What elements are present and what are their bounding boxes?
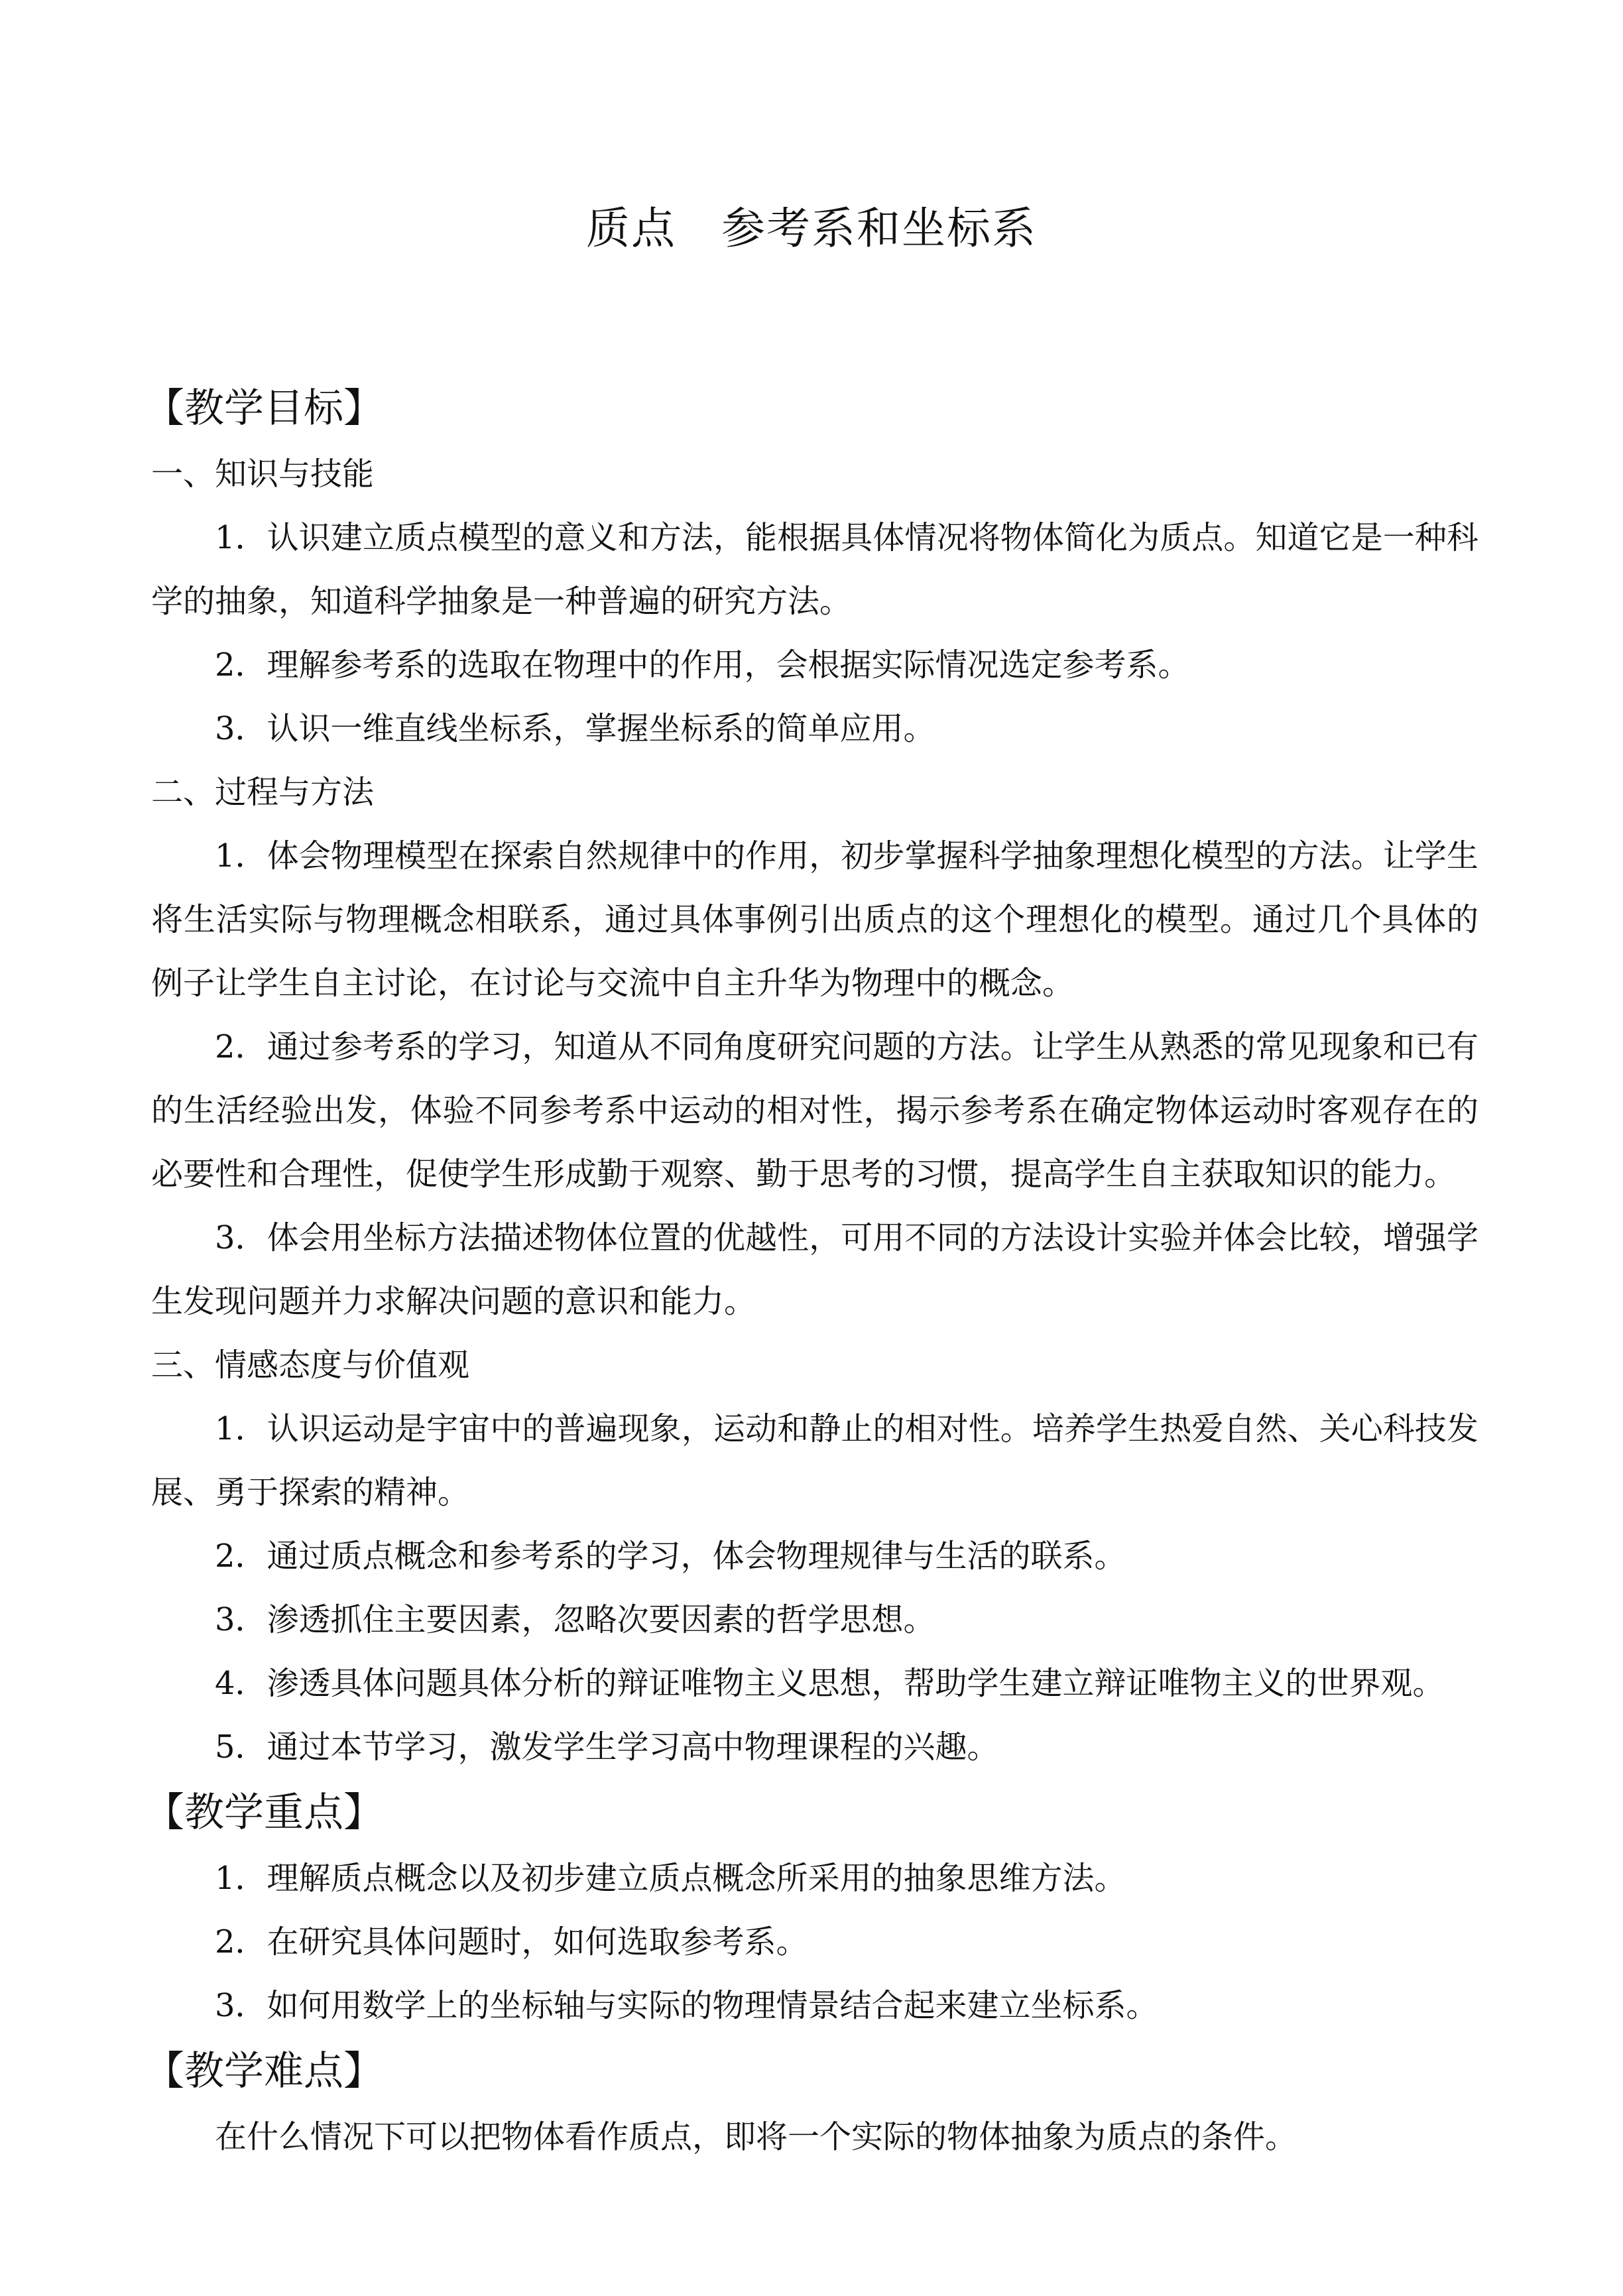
difficulty-text: 在什么情况下可以把物体看作质点，即将一个实际的物体抽象为质点的条件。 <box>215 2118 1297 2155</box>
difficulty-heading: 【教学难点】 <box>145 2048 383 2094</box>
goal-section-title: 三、情感态度与价值观 <box>151 1347 470 1384</box>
goal-item: 1．体会物理模型在探索自然规律中的作用，初步掌握科学抽象理想化模型的方法。让学生将生活实际与物理概念相联系，通过具体事例引出质点的这个理想化的模型。通过几个具体的例子让学生自主讨论，在讨论与交流中自主升华为物理中的概念。 <box>151 837 1478 1002</box>
goal-item: 3．渗透抓住主要因素，忽略次要因素的哲学思想。 <box>215 1601 935 1638</box>
key-point-item: 1．理解质点概念以及初步建立质点概念所采用的抽象思维方法。 <box>215 1860 1126 1897</box>
goal-section-title: 一、知识与技能 <box>151 455 375 493</box>
document-title: 质点 参考系和坐标系 <box>586 203 1037 254</box>
goal-item: 1．认识建立质点模型的意义和方法，能根据具体情况将物体简化为质点。知道它是一种科学的抽象，知道科学抽象是一种普遍的研究方法。 <box>151 519 1478 620</box>
goal-item: 5．通过本节学习，激发学生学习高中物理课程的兴趣。 <box>215 1728 999 1766</box>
document-body <box>145 375 1478 2169</box>
key-point-item: 2．在研究具体问题时，如何选取参考系。 <box>215 1923 808 1961</box>
goal-item: 2．理解参考系的选取在物理中的作用，会根据实际情况选定参考系。 <box>215 646 1190 684</box>
goal-item: 2．通过质点概念和参考系的学习，体会物理规律与生活的联系。 <box>215 1538 1126 1575</box>
goal-item: 1．认识运动是宇宙中的普遍现象，运动和静止的相对性。培养学生热爱自然、关心科技发展、勇于探索的精神。 <box>151 1410 1478 1511</box>
goal-item: 4．渗透具体问题具体分析的辩证唯物主义思想，帮助学生建立辩证唯物主义的世界观。 <box>215 1665 1445 1702</box>
goal-item: 3．认识一维直线坐标系，掌握坐标系的简单应用。 <box>215 710 935 747</box>
goal-item: 3．体会用坐标方法描述物体位置的优越性，可用不同的方法设计实验并体会比较，增强学生发现问题并力求解决问题的意识和能力。 <box>151 1219 1478 1320</box>
goal-item: 2．通过参考系的学习，知道从不同角度研究问题的方法。让学生从熟悉的常见现象和已有的生活经验出发，体验不同参考系中运动的相对性，揭示参考系在确定物体运动时客观存在的必要性和合理性，促使学生形成勤于观察、勤于思考的习惯，提高学生自主获取知识的能力。 <box>151 1028 1478 1193</box>
goal-section-title: 二、过程与方法 <box>151 774 375 811</box>
key-point-item: 3．如何用数学上的坐标轴与实际的物理情景结合起来建立坐标系。 <box>215 1987 1158 2024</box>
teaching-goals-heading: 【教学目标】 <box>145 385 383 432</box>
key-points-heading: 【教学重点】 <box>145 1789 383 1836</box>
